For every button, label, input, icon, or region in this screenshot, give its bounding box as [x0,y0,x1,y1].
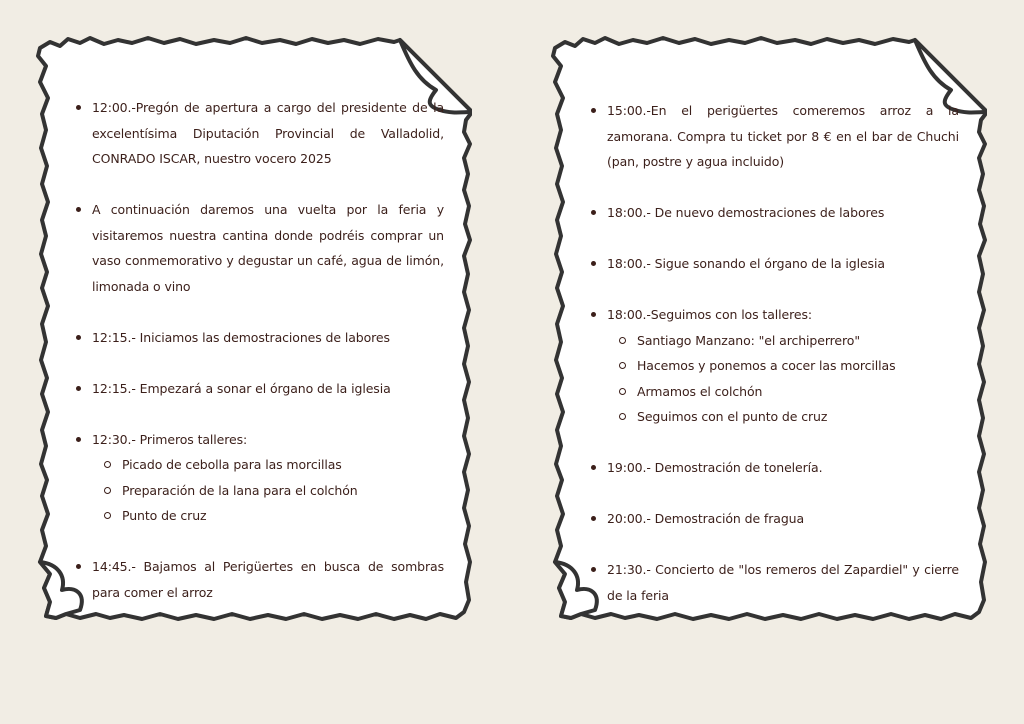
program-item: 18:00.- De nuevo demostraciones de labores [587,200,959,226]
program-item: 14:45.- Bajamos al Perigüertes en busca de sombras para comer el arroz [72,554,444,605]
workshop-item: Picado de cebolla para las morcillas [104,452,444,478]
workshop-sublist [92,452,444,529]
program-item: 12:15.- Iniciamos las demostraciones de labores [72,325,444,351]
workshop-item: Seguimos con el punto de cruz [619,404,959,430]
program-item: 18:00.-Seguimos con los talleres: Santiago Manzano: "el archiperrero" Hacemos y ponemos a cocer las morcillas Armamos el colchón Seguimos con el punto de cruz [587,302,959,430]
program-item: 12:30.- Primeros talleres: Picado de cebolla para las morcillas Preparación de la lana para el colchón Punto de cruz [72,427,444,529]
program-item: A continuación daremos una vuelta por la feria y visitaremos nuestra cantina donde podréis comprar un vaso conmemorativo y degustar un café, agua de limón, limonada o vino [72,197,444,299]
workshop-item: Hacemos y ponemos a cocer las morcillas [619,353,959,379]
workshop-item: Armamos el colchón [619,379,959,405]
workshop-item: Punto de cruz [104,503,444,529]
left-program-list [72,95,444,605]
workshop-item: Santiago Manzano: "el archiperrero" [619,328,959,354]
workshop-item: Preparación de la lana para el colchón [104,478,444,504]
left-scroll [32,34,472,622]
program-item: 12:15.- Empezará a sonar el órgano de la iglesia [72,376,444,402]
right-scroll [547,34,987,622]
program-item: 19:00.- Demostración de tonelería. [587,455,959,481]
program-item: 20:00.- Demostración de fragua [587,506,959,532]
right-program-list [587,98,959,608]
program-item: 12:00.-Pregón de apertura a cargo del presidente de la excelentísima Diputación Provincial de Valladolid, CONRADO ISCAR, nuestro vocero 2025 [72,95,444,172]
program-item: 15:00.-En el perigüertes comeremos arroz a la zamorana. Compra tu ticket por 8 € en el bar de Chuchi (pan, postre y agua incluido) [587,98,959,175]
workshop-sublist [607,328,959,430]
program-item: 21:30.- Concierto de "los remeros del Zapardiel" y cierre de la feria [587,557,959,608]
program-item: 18:00.- Sigue sonando el órgano de la iglesia [587,251,959,277]
